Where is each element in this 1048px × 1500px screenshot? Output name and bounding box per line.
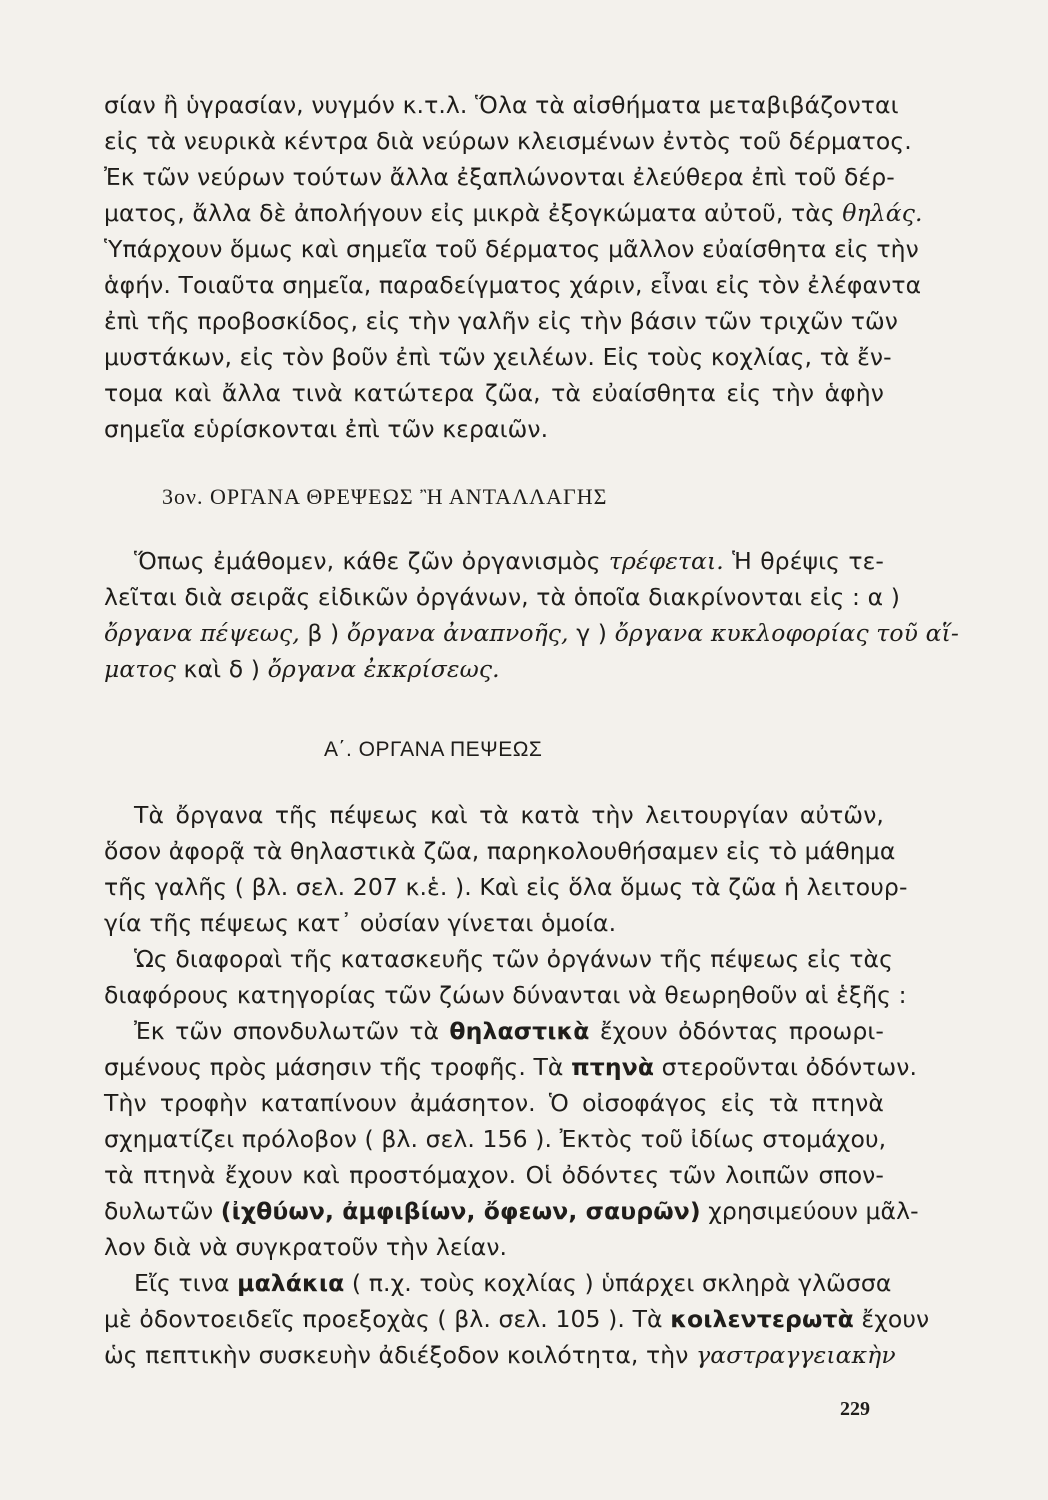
text-fragment: Ὅπως ἐμάθομεν, κάθε ζῶν ὀργανισμὸς — [134, 547, 601, 575]
bold-term: (ἰχθύων, ἀμφιβίων, ὄφεων, σαυρῶν) — [220, 1197, 701, 1225]
text-fragment: χρησιμεύουν μᾶλ- — [708, 1197, 919, 1225]
text-fragment: β ) — [307, 619, 340, 647]
text-line: σημεῖα εὑρίσκονται ἐπὶ τῶν κεραιῶν. — [104, 415, 549, 443]
bold-term: θηλαστικὰ — [449, 1017, 590, 1045]
text-fragment: Ἐκ τῶν σπονδυλωτῶν τὰ — [134, 1017, 440, 1045]
text-fragment: ματος, ἄλλα δὲ ἀπολήγουν εἰς μικρὰ ἐξογκώματα αὐτοῦ, τὰς — [104, 199, 835, 227]
bold-term: μαλάκια — [237, 1269, 345, 1297]
text-fragment: γ ) — [576, 619, 608, 647]
text-line — [134, 1014, 884, 1048]
text-line: Τὴν τροφὴν καταπίνουν ἀμάσητον. Ὁ οἰσοφάγος εἰς τὰ πτηνὰ — [104, 1089, 884, 1117]
text-fragment: ὡς πεπτικὴν συσκευὴν ἀδιέξοδον κοιλότητα, τὴν — [104, 1341, 689, 1369]
text-line: ἁφήν. Τοιαῦτα σημεῖα, παραδείγματος χάριν, εἶναι εἰς τὸν ἐλέφαντα — [104, 271, 922, 299]
text-line: γία τῆς πέψεως κατ᾽ οὐσίαν γίνεται ὁμοία. — [104, 909, 617, 937]
section-heading: 3ον. ΟΡΓΑΝΑ ΘΡΕΨΕΩΣ Ἢ ΑΝΤΑΛΛΑΓΗΣ — [162, 484, 608, 509]
text-line: σχηματίζει πρόλοβον ( βλ. σελ. 156 ). Ἐκτὸς τοῦ ἰδίως στομάχου, — [104, 1125, 887, 1153]
italic-term: ὄργανα πέψεως, — [104, 619, 300, 647]
text-line: σίαν ἢ ὑγρασίαν, νυγμόν κ.τ.λ. Ὅλα τὰ αἰσθήματα μεταβιβάζονται — [104, 91, 899, 119]
text-line: Ἐκ τῶν νεύρων τούτων ἄλλα ἐξαπλώνονται ἐλεύθερα ἐπὶ τοῦ δέρ- — [104, 163, 895, 191]
text-line: ὅσον ἀφορᾷ τὰ θηλαστικὰ ζῶα, παρηκολουθήσαμεν εἰς τὸ μάθημα — [104, 837, 896, 865]
text-line — [134, 544, 884, 578]
subsection-heading: Α΄. ΟΡΓΑΝΑ ΠΕΨΕΩΣ — [324, 738, 543, 761]
text-line: Ὡς διαφοραὶ τῆς κατασκευῆς τῶν ὀργάνων τῆς πέψεως εἰς τὰς — [134, 945, 893, 973]
text-fragment: καὶ δ ) — [183, 655, 261, 683]
text-line — [104, 1194, 919, 1228]
text-line — [104, 196, 923, 230]
text-line: Ὑπάρχουν ὅμως καὶ σημεῖα τοῦ δέρματος μᾶλλον εὐαίσθητα εἰς τὴν — [104, 235, 919, 263]
text-line: ἐπὶ τῆς προβοσκίδος, εἰς τὴν γαλῆν εἰς τὴν βάσιν τῶν τριχῶν τῶν — [104, 307, 898, 335]
italic-term: θηλάς. — [842, 199, 923, 227]
italic-term: γαστραγγειακὴν — [696, 1341, 896, 1369]
text-line: λεῖται διὰ σειρᾶς εἰδικῶν ὀργάνων, τὰ ὁποῖα διακρίνονται εἰς : α ) — [104, 583, 900, 611]
text-line: λον διὰ νὰ συγκρατοῦν τὴν λείαν. — [104, 1233, 508, 1261]
italic-term: ὄργανα ἀναπνοῆς, — [346, 619, 569, 647]
text-fragment: σμένους πρὸς μάσησιν τῆς τροφῆς. Τὰ — [104, 1053, 564, 1081]
text-fragment: Εἴς τινα — [134, 1269, 230, 1297]
text-line — [134, 1266, 892, 1300]
text-line: τομα καὶ ἄλλα τινὰ κατώτερα ζῶα, τὰ εὐαίσθητα εἰς τὴν ἁφὴν — [104, 379, 884, 407]
italic-term: ὄργανα κυκλοφορίας τοῦ αἵ- — [614, 619, 959, 647]
text-line — [104, 616, 959, 650]
text-fragment: ἔχουν ὀδόντας προωρι- — [599, 1017, 884, 1045]
text-line — [104, 1050, 918, 1084]
text-line: τῆς γαλῆς ( βλ. σελ. 207 κ.ἑ. ). Καὶ εἰς ὅλα ὅμως τὰ ζῶα ἡ λειτουρ- — [104, 873, 908, 901]
text-line — [104, 652, 884, 686]
text-line — [104, 1338, 896, 1372]
text-line: μυστάκων, εἰς τὸν βοῦν ἐπὶ τῶν χειλέων. Εἰς τοὺς κοχλίας, τὰ ἔν- — [104, 343, 892, 371]
italic-term: ὄργανα ἐκκρίσεως. — [267, 655, 500, 683]
text-line — [104, 1302, 930, 1336]
bold-term: πτηνὰ — [571, 1053, 655, 1081]
italic-term: τρέφεται. — [608, 547, 724, 575]
text-line: διαφόρους κατηγορίας τῶν ζώων δύνανται νὰ θεωρηθοῦν αἱ ἑξῆς : — [104, 981, 907, 1009]
italic-term: ματος — [104, 655, 176, 683]
text-fragment: δυλωτῶν — [104, 1197, 214, 1225]
text-line: τὰ πτηνὰ ἔχουν καὶ προστόμαχον. Οἱ ὀδόντες τῶν λοιπῶν σπον- — [104, 1161, 884, 1189]
text-fragment: μὲ ὀδοντοειδεῖς προεξοχὰς ( βλ. σελ. 105 ). Τὰ — [104, 1305, 663, 1333]
text-fragment: ( π.χ. τοὺς κοχλίας ) ὑπάρχει σκληρὰ γλῶσσα — [351, 1269, 892, 1297]
text-line: Τὰ ὄργανα τῆς πέψεως καὶ τὰ κατὰ τὴν λειτουργίαν αὐτῶν, — [134, 801, 884, 829]
page-number: 229 — [840, 1398, 870, 1420]
text-fragment: Ἡ θρέψις τε- — [732, 547, 884, 575]
text-fragment: ἔχουν — [861, 1305, 930, 1333]
text-line: εἰς τὰ νευρικὰ κέντρα διὰ νεύρων κλεισμένων ἐντὸς τοῦ δέρματος. — [104, 127, 912, 155]
bold-term: κοιλεντερωτὰ — [670, 1305, 854, 1333]
text-fragment: στεροῦνται ὀδόντων. — [661, 1053, 918, 1081]
